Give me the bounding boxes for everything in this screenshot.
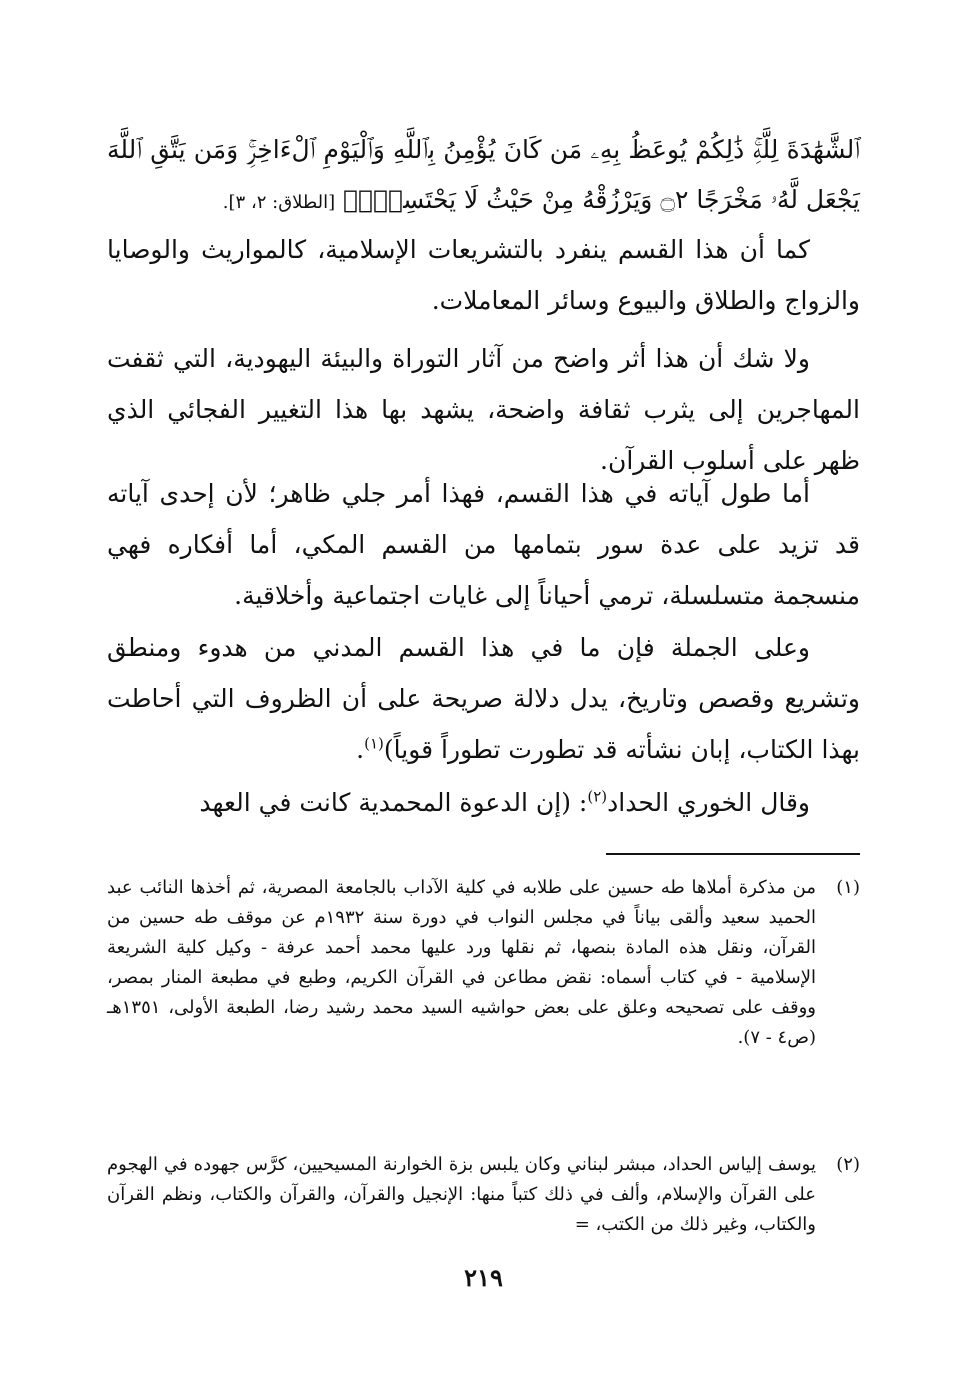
footnote-ref-1[interactable]: (١): [364, 734, 384, 753]
quran-reference: [الطلاق: ٢، ٣].: [222, 192, 336, 213]
paragraph-2: [107, 333, 860, 486]
footnote-separator: [606, 853, 860, 855]
paragraph-tail: .: [356, 735, 365, 764]
footnote-number: (٢): [836, 1154, 860, 1175]
footnote-text: من مذكرة أملاها طه حسين على طلابه في كلية الآداب بالجامعة المصرية، ثم أخذها النائب عبد الحميد سعيد وألقى بياناً في مجلس النواب في دورة سنة ١٩٣٢م عن موقف طه حسين من القرآن، ونقل هذه المادة بنصها، ثم نقلها ورد عليها محمد أحمد عرفة - وكيل كلية الشريعة الإسلامية - في كتاب أسماه: نقض مطاعن في القرآن الكريم، وطبع في مطبعة المنار بمصر، ووقف على تصحيحه وعلق على بعض حواشيه السيد محمد رشيد رضا، الطبعة الأولى، ١٣٥١هـ (ص٤ - ٧).: [107, 877, 817, 1048]
footnote-text: يوسف إلياس الحداد، مبشر لبناني وكان يلبس بزة الخوارنة المسيحيين، كرَّس جهوده في الهجوم على القرآن والإسلام، وألف في ذلك كتباً منها: الإنجيل والقرآن، والقرآن والكتاب، ونظم القرآن والكتاب، وغير ذلك من الكتب، =: [107, 1154, 816, 1235]
quran-verse-text: ٱلشَّهَٰدَةَ لِلَّهِۚ ذَٰلِكُمْ يُوعَظُ بِهِۦ مَن كَانَ يُؤْمِنُ بِٱللَّهِ وَٱلْيَوْمِ ٱلْءَاخِرِۚ وَمَن يَتَّقِ ٱللَّهَ يَجْعَل لَّهُۥ مَخْرَجًا ۝٢ وَيَرْزُقْهُ مِنْ حَيْثُ لَا يَحْتَسِبُۚ﴾: [107, 135, 860, 214]
paragraph-5: [107, 777, 860, 828]
paragraph-text: وعلى الجملة فإن ما في هذا القسم المدني من هدوء ومنطق وتشريع وقصص وتاريخ، يدل دلالة صريحة على أن الظروف التي أحاطت بهذا الكتاب، إبان نشأته قد تطورت تطوراً قوياً): [107, 633, 860, 764]
footnote-ref-2[interactable]: (٢): [587, 787, 608, 806]
paragraph-3: [107, 468, 860, 621]
paragraph-tail: : (إن الدعوة المحمدية كانت في العهد: [199, 788, 588, 817]
footnote-number: (١): [836, 877, 860, 898]
paragraph-text: كما أن هذا القسم ينفرد بالتشريعات الإسلامية، كالمواريث والوصايا والزواج والطلاق والبيوع وسائر المعاملات.: [107, 235, 860, 315]
paragraph-text: وقال الخوري الحداد: [607, 788, 810, 817]
paragraph-text: أما طول آياته في هذا القسم، فهذا أمر جلي ظاهر؛ لأن إحدى آياته قد تزيد على عدة سور بتمامها من القسم المكي، أما أفكاره فهي منسجمة متسلسلة، ترمي أحياناً إلى غايات اجتماعية وأخلاقية.: [107, 479, 860, 610]
footnote-2: [107, 1150, 860, 1240]
paragraph-4: [107, 622, 860, 775]
page-number: ٢١٩: [464, 1263, 503, 1292]
quran-verse: [107, 125, 860, 228]
paragraph-1: [107, 224, 860, 326]
paragraph-text: ولا شك أن هذا أثر واضح من آثار التوراة والبيئة اليهودية، التي ثقفت المهاجرين إلى يثرب ثقافة واضحة، يشهد بها هذا التغيير الفجائي الذي ظهر على أسلوب القرآن.: [107, 344, 860, 475]
footnote-1: [107, 873, 860, 1053]
